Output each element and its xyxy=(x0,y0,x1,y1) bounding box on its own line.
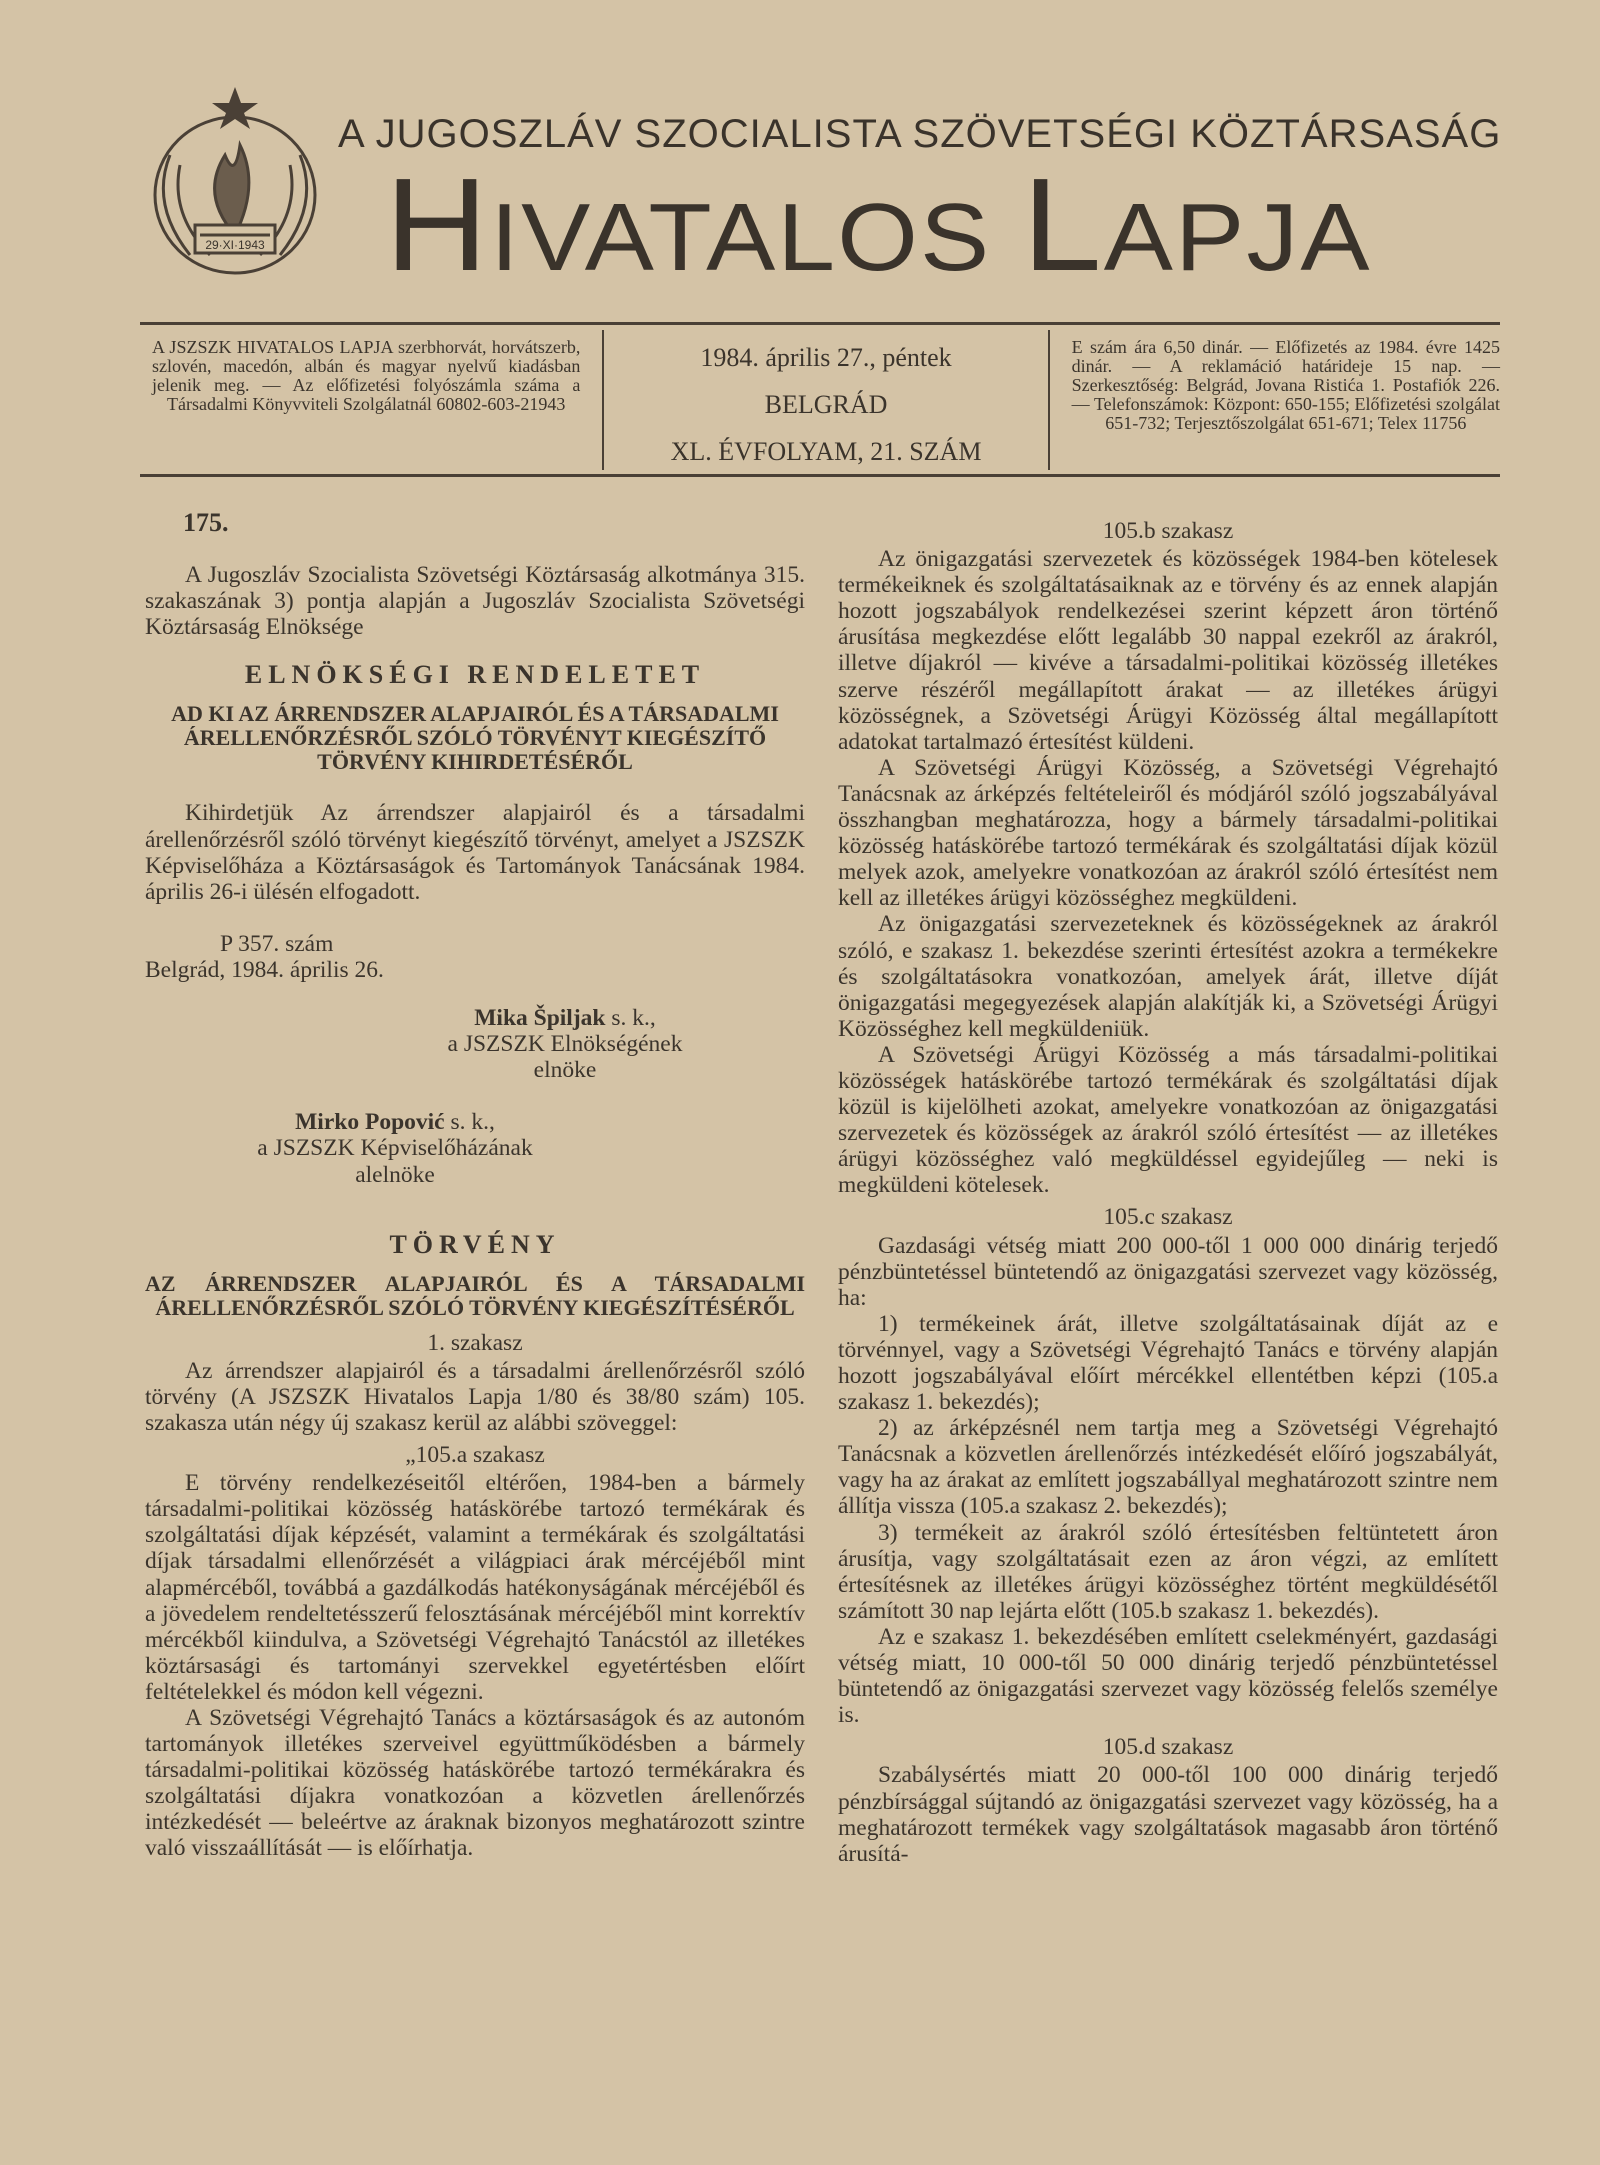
section-105d-paragraph: Szabálysértés miatt 20 000-től 100 000 dinárig terjedő pénzbírsággal sújtandó az önigazgatási szervezet vagy közösség, ha a meghatározott termékek vagy szolgáltatások magasabb áron történő árusítá- xyxy=(838,1762,1498,1867)
title-initial-h: H xyxy=(385,151,491,298)
section-105c-paragraph: 2) az árképzésnél nem tartja meg a Szövetségi Végrehajtó Tanácsnak a közvetlen árellenőrzés intézkedését előíró jogszabályát, vagy ha az árakat az említett jogszabállyal meghatározott szintre nem állítja vissza (105.a szakasz 2. bekezdés); xyxy=(838,1415,1498,1520)
right-column xyxy=(838,516,1498,1867)
signatory-role: a JSZSZK Elnökségének xyxy=(447,1031,683,1058)
section-105c-paragraph: Gazdasági vétség miatt 200 000-től 1 000 000 dinárig terjedő pénzbüntetéssel büntetendő az önigazgatási szervezet vagy közösség, ha: xyxy=(838,1232,1498,1311)
decree-subtitle: AD KI AZ ÁRRENDSZER ALAPJAIRÓL ÉS A TÁRSADALMI ÁRELLENŐRZÉSRŐL SZÓLÓ TÖRVÉNYT KIEGÉSZÍTŐ TÖRVÉNY KIHIRDETÉSÉRŐL xyxy=(171,701,779,775)
signature-1 xyxy=(415,1005,715,1083)
masthead-supertitle: A JUGOSZLÁV SZOCIALISTA SZÖVETSÉGI KÖZTÁRSASÁG xyxy=(338,112,1502,156)
signatory-title: elnöke xyxy=(533,1057,597,1084)
signatory-sk: s. k., xyxy=(444,1109,495,1136)
masthead-rule-top xyxy=(140,322,1500,325)
state-emblem-icon xyxy=(140,85,330,285)
title-word-2: APJA xyxy=(1103,184,1372,291)
signatory-title: alelnöke xyxy=(355,1161,435,1188)
section-105a-paragraph: E törvény rendelkezéseitől eltérően, 1984-ben a bármely társadalmi-politikai közösség hatáskörébe tartozó termékárak és szolgáltatási díjak képzését, valamint a termékárak és szolgáltatási díjak társadalmi ellenőrzését a világpiaci árak mércéjéből mint alapmércéből, továbbá a gazdálkodás hatékonyságának mércéjéből és a jövedelem rendeltetésszerű felosztásának mércéjéből mint korrektív mércékből kiindulva, a Szövetségi Végrehajtó Tanácstól az illetékes köztársasági és tartományi szervekkel egyetértésben előírt feltételekkel és módon kell végezni. xyxy=(145,1470,805,1705)
section-105d-title: 105.d szakasz xyxy=(1102,1734,1234,1761)
issue-info xyxy=(604,330,1049,470)
title-initial-l: L xyxy=(1022,151,1104,298)
section-105b-title: 105.b szakasz xyxy=(1102,518,1234,544)
left-column xyxy=(145,510,805,1862)
section-105c-title: 105.c szakasz xyxy=(1103,1204,1233,1231)
section-105b-paragraph: A Szövetségi Árügyi Közösség a más társadalmi-politikai közösségek hatáskörébe tartozó termékárak és szolgáltatási díjak közül is kijelölheti azokat, amelyekre vonatkozóan az önigazgatási szervezetek és közösségek az árakról szóló értesítést — az illetékes árügyi közösséghez való megküldéssel egyidejűleg — neki is megküldeni kötelesek. xyxy=(838,1041,1498,1199)
decree-intro: A Jugoszláv Szocialista Szövetségi Köztársaság alkotmánya 315. szakaszának 3) pontja alapján a Jugoszláv Szocialista Szövetségi Köztársaság Elnöksége xyxy=(145,562,805,641)
issue-number: XL. ÉVFOLYAM, 21. SZÁM xyxy=(670,437,982,466)
place-date: Belgrád, 1984. április 26. xyxy=(145,956,384,983)
decree-title: ELNÖKSÉGI RENDELETET xyxy=(244,660,706,690)
signatory-name: Mika Špiljak xyxy=(474,1005,606,1032)
issue-date: 1984. április 27., péntek xyxy=(700,343,952,372)
masthead-rule-bottom xyxy=(140,474,1500,477)
signatory-sk: s. k., xyxy=(605,1005,656,1032)
signatory-role: a JSZSZK Képviselőházának xyxy=(257,1135,533,1162)
info-box xyxy=(140,330,1500,470)
section-105b-paragraph: Az önigazgatási szervezetek és közösségek 1984-ben kötelesek termékeiknek és szolgáltatásaiknak az e törvény és az ennek alapján hozott jogszabályok rendelkezései szerint képzett áron történő árusítása megkezdése előtt legalább 30 nappal ezekről az árakról, illetve díjakról — kivéve a társadalmi-politikai közösség illetékes szerve részéről megállapított árakat — az illetékes árügyi közösségnek, a Szövetségi Árügyi Közösség által megállapított adatokat tartalmazó értesítést küldeni. xyxy=(838,546,1498,755)
promulgation-text: Kihirdetjük Az árrendszer alapjairól és a társadalmi árellenőrzésről szóló törvényt kiegészítő törvényt, amelyet a JSZSZK Képviselőháza a Köztársaságok és Tartományok Tanácsának 1984. április 26-i ülésén elfogadott. xyxy=(145,800,805,905)
signatory-name: Mirko Popović xyxy=(295,1109,445,1136)
section-105b-paragraph: Az önigazgatási szervezeteknek és közösségeknek az árakról szóló, e szakasz 1. bekezdése szerinti értesítést azokra a termékekre és szolgáltatásokra vonatkozóan, amelyek árát, illetve díját önigazgatási megegyezések alapján alakítják ki, a Szövetségi Árügyi Közösséghez kell megküldeniük. xyxy=(838,911,1498,1042)
issue-city: BELGRÁD xyxy=(764,390,888,419)
section-1-text: Az árrendszer alapjairól és a társadalmi árellenőrzésről szóló törvény (A JSZSZK Hivatalos Lapja 1/80 és 38/80 szám) 105. szakasza után négy új szakasz kerül az alábbi szöveggel: xyxy=(145,1357,805,1436)
reference-number: P 357. szám xyxy=(220,930,334,957)
section-105c-paragraph: Az e szakasz 1. bekezdésében említett cselekményért, gazdasági vétség miatt, 10 000-től 50 000 dinárig terjedő pénzbüntetéssel büntetendő az önigazgatási szervezet vagy közösség felelős személye is. xyxy=(838,1623,1498,1729)
signature-2 xyxy=(225,1109,565,1187)
title-word-1: IVATALOS xyxy=(490,184,1023,291)
section-105c-paragraph: 1) termékeinek árát, illetve szolgáltatásainak díját az e törvénnyel, vagy a Szövetségi Végrehajtó Tanács e törvény alapján hozott jogszabályával előírt mércékkel ellentétben képzi (105.a szakasz 1. bekezdés); xyxy=(838,1310,1498,1416)
section-105a-title: „105.a szakasz xyxy=(405,1442,545,1469)
emblem-date: 29·XI·1943 xyxy=(205,238,265,252)
section-105b-paragraph: A Szövetségi Árügyi Közösség, a Szövetségi Végrehajtó Tanácsnak az árképzés feltételeiről és módjáról szóló jogszabályával összhangban meghatározza, hogy a bármely társadalmi-politikai közösség hatáskörébe tartozó termékárak és szolgáltatási díjak közül melyek azok, amelyekre vonatkozóan az árakról szóló értesítést nem kell az illetékes árügyi közösséghez megküldeni. xyxy=(838,754,1498,912)
law-subtitle: AZ ÁRRENDSZER ALAPJAIRÓL ÉS A TÁRSADALMI ÁRELLENŐRZÉSRŐL SZÓLÓ TÖRVÉNY KIEGÉSZÍTÉSÉRŐL xyxy=(145,1270,805,1320)
law-title: TÖRVÉNY xyxy=(389,1229,561,1259)
masthead-title xyxy=(385,151,1589,303)
section-1-title: 1. szakasz xyxy=(427,1329,523,1356)
act-number: 175. xyxy=(183,508,229,537)
price-contact-info: E szám ára 6,50 dinár. — Előfizetés az 1984. évre 1425 dinár. — A reklamáció határideje 15 nap. — Szerkesztőség: Belgrád, Jovana Ristića 1. Postafiók 226. — Telefonszámok: Központ: 650-155; Előfizetési szolgálat 651-732; Terjesztőszolgálat 651-671; Telex 11756 xyxy=(1071,337,1501,433)
section-105c-paragraph: 3) termékeit az árakról szóló értesítésben feltüntetett áron árusítja, vagy szolgáltatásait ezen az áron végzi, az említett értesítésnek az illetékes árügyi közösséghez történt megküldésétől számított 30 nap lejárta előtt (105.b szakasz 1. bekezdés). xyxy=(838,1519,1498,1624)
section-105a-paragraph: A Szövetségi Végrehajtó Tanács a köztársaságok és az autonóm tartományok illetékes szerveivel együttműködésben a bármely társadalmi-politikai közösség hatáskörébe tartozó termékárakra és szolgáltatási díjakra vonatkozóan a közvetlen árellenőrzés intézkedését — beleértve az áraknak bizonyos meghatározott szintre való visszaállítását — is előírhatja. xyxy=(145,1705,805,1862)
publication-info: A JSZSZK HIVATALOS LAPJA szerbhorvát, horvátszerb, szlovén, macedón, albán és magyar nyelvű kiadásban jelenik meg. — Az előfizetési folyószámla száma a Társadalmi Könyvviteli Szolgálatnál 60802-603-21943 xyxy=(140,330,604,470)
